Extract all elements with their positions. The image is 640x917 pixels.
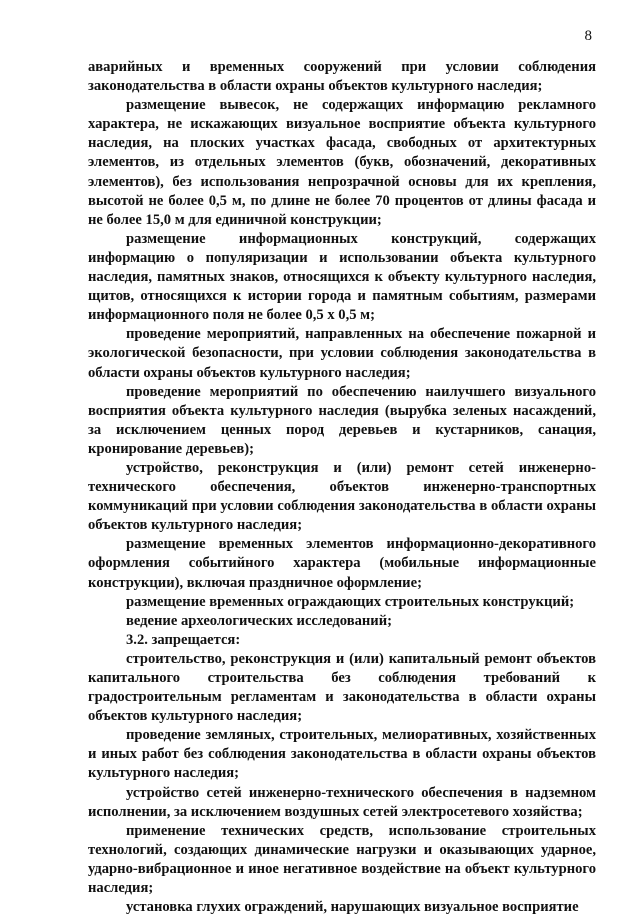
paragraph: установка глухих ограждений, нарушающих визуальное восприятие	[126, 899, 579, 916]
paragraph: устройство, реконструкция и (или) ремонт сетей инженерно-технического обеспечения, объектов инженерно-транспортных коммуникаций при условии соблюдения законодательства в области охраны объектов культурного наследия;	[88, 459, 596, 534]
paragraph: размещение временных элементов информационно-декоративного оформления событийного характера (мобильные информационные конструкции), включая праздничное оформление;	[88, 536, 596, 591]
paragraph: строительство, реконструкция и (или) капитальный ремонт объектов капитального строительства без соблюдения требований к градостроительным регламентам и законодательства в области охраны объектов культурного наследия;	[88, 650, 596, 725]
section-heading: 3.2. запрещается:	[126, 631, 241, 648]
paragraph: проведение мероприятий, направленных на обеспечение пожарной и экологической безопасности, при условии соблюдения законодательства в области охраны объектов культурного наследия;	[88, 326, 596, 381]
paragraph: проведение мероприятий по обеспечению наилучшего визуального восприятия объекта культурного наследия (вырубка зеленых насаждений, за исключением ценных пород деревьев и кустарников, санация, кронирование деревьев);	[88, 383, 596, 457]
paragraph: размещение вывесок, не содержащих информацию рекламного характера, не искажающих визуальное восприятие объекта культурного наследия, на плоских участках фасада, свободных от архитектурных элементов, из отдельных элементов (букв, обозначений, декоративных элементов), без использования непрозрачной основы для их крепления, высотой не более 0,5 м, по длине не более 70 процентов от длины фасада и не более 15,0 м для единичной конструкции;	[88, 97, 596, 228]
document-body	[88, 58, 596, 917]
paragraph: устройство сетей инженерно-технического обеспечения в надземном исполнении, за исключением воздушных сетей электросетевого хозяйства;	[88, 784, 596, 820]
page-number: 8	[584, 28, 592, 44]
paragraph: размещение информационных конструкций, содержащих информацию о популяризации и использовании объекта культурного наследия, памятных знаков, относящихся к объекту культурного наследия, щитов, относящихся к истории города и памятным событиям, размерами информационного поля не более 0,5 х 0,5 м;	[88, 230, 596, 324]
paragraph: аварийных и временных сооружений при условии соблюдения законодательства в области охраны объектов культурного наследия;	[88, 59, 596, 95]
paragraph: размещение временных ограждающих строительных конструкций;	[126, 593, 575, 610]
paragraph: применение технических средств, использование строительных технологий, создающих динамические нагрузки и оказывающих ударное, ударно-вибрационное и иное негативное воздействие на объект культурного наследия;	[88, 822, 596, 897]
paragraph: ведение археологических исследований;	[126, 612, 392, 629]
paragraph: проведение земляных, строительных, мелиоративных, хозяйственных и иных работ без соблюдения законодательства в области охраны объектов культурного наследия;	[88, 727, 596, 782]
